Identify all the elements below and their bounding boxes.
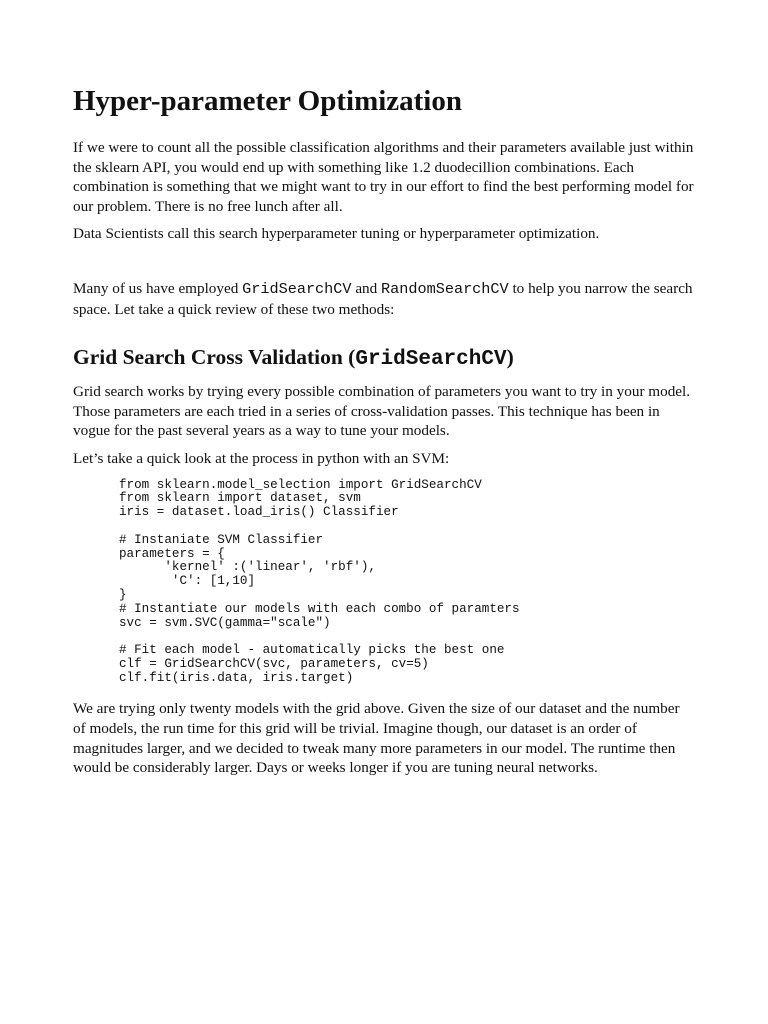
inline-code-randomsearchcv: RandomSearchCV — [381, 279, 509, 298]
intro-p3-text-after: to help you narrow the search space. Let take a quick review of these two methods: — [73, 279, 693, 318]
paragraph-spacer — [73, 252, 695, 279]
intro-paragraph-1: If we were to count all the possible classification algorithms and their parameters available just within the sklearn API, you would end up with something like 1.2 duodecillion combinations. Each combination is something that we might want to try in our effort to find the best performing model for our problem. There is no free lunch after all. — [73, 139, 694, 215]
document-body — [73, 82, 695, 786]
section-heading-text: Grid Search Cross Validation ( — [73, 345, 356, 370]
intro-p3-text-mid: and — [351, 279, 382, 297]
grid-paragraph-3: We are trying only twenty models with the grid above. Given the size of our dataset and the number of models, the run time for this grid will be trivial. Imagine though, our dataset is an order of magnitudes larger, and we decided to tweak many more parameters in our model. The runtime then would be considerably larger. Days or weeks longer if you are tuning neural networks. — [73, 700, 680, 777]
page-title: Hyper-parameter Optimization — [73, 85, 462, 117]
intro-p3-text-before: Many of us have employed — [73, 279, 243, 297]
intro-paragraph-2: Data Scientists call this search hyperparameter tuning or hyperparameter optimization. — [73, 225, 600, 243]
grid-paragraph-2: Let’s take a quick look at the process in python with an SVM: — [73, 449, 450, 467]
intro-paragraph-3 — [73, 279, 695, 319]
code-block: from sklearn.model_selection import GridSearchCV from sklearn import dataset, svm iris = dataset.load_iris() Classifier # Instaniate SVM Classifier parameters = { 'kernel' :('linear', 'rbf'), 'C': [1,10] } # Instantiate our models with each combo of paramters svc = svm.SVC(gamma="scale") # Fit each model - automatically picks the best one clf = GridSearchCV(svc, parameters, cv=5) clf.fit(iris.data, iris.target) — [119, 477, 520, 685]
section-heading-close: ) — [506, 345, 514, 370]
section-heading-grid-search — [73, 343, 695, 374]
inline-code-gridsearchcv: GridSearchCV — [242, 279, 352, 298]
grid-paragraph-1: Grid search works by trying every possible combination of parameters you want to try in your model. Those parameters are each tried in a series of cross-validation passes. This technique has been in vogue for the past several years as a way to tune your models. — [73, 383, 691, 440]
section-heading-code: GridSearchCV — [355, 348, 507, 372]
